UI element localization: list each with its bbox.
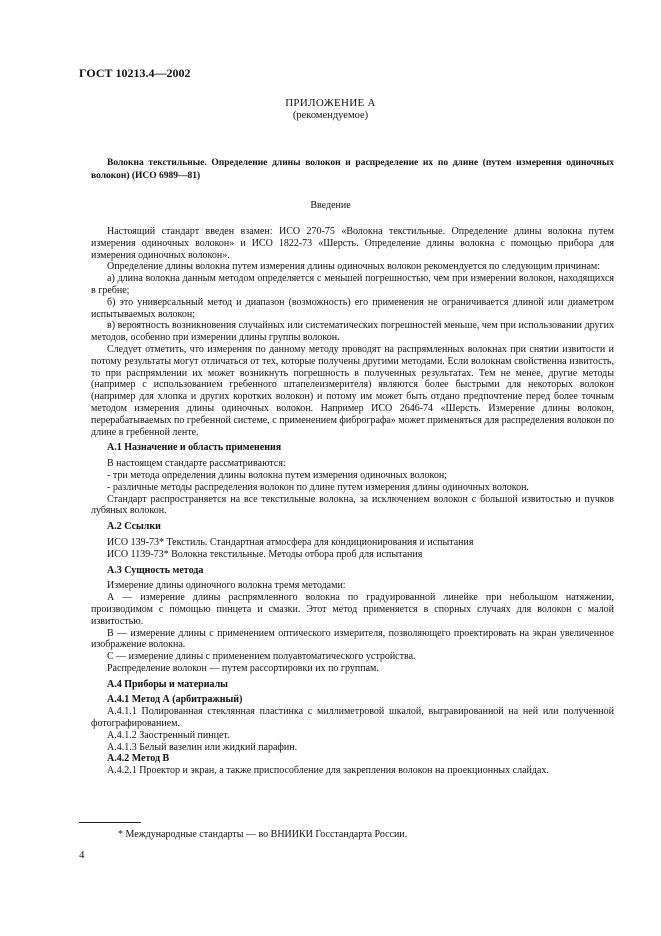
item-a411: А.4.1.1 Полированная стеклянная пластинка с миллиметровой шкалой, выгравированной на ней или полученной фотографированием. (91, 706, 614, 730)
reference-iso-1139: ИСО 1139-73* Волокна текстильные. Методы отбора проб для испытания (107, 548, 423, 560)
intro-item-b: б) это универсальный метод и диапазон (возможность) его применения не ограничивается длиной или диаметром испытываемых волокон; (91, 296, 614, 320)
section-a1-heading: А.1 Назначение и область применения (107, 442, 282, 454)
document-title: Волокна текстильные. Определение длины волокон и распределение их по длине (путем измерения одиночных волокон) (ИСО 6989—81) (91, 158, 614, 181)
section-a1-paragraph-1: В настоящем стандарте рассматриваются: (107, 458, 286, 470)
document-code-header: ГОСТ 10213.4—2002 (79, 66, 191, 80)
appendix-title: ПРИЛОЖЕНИЕ А (285, 97, 376, 109)
method-a-heading: А.4.1 Метод А (арбитражный) (107, 694, 243, 706)
section-a2-heading: А.2 Ссылки (107, 521, 161, 533)
intro-paragraph-1: Настоящий стандарт введен взамен: ИСО 270-75 «Волокна текстильные. Определение длины волокна путем измерения одиночных волокон» и ИСО 1822-73 «Шерсть. Определение длины волокна с помощью прибора для измерения одиночных волокон». (91, 226, 614, 261)
appendix-subtitle: (рекомендуемое) (292, 110, 369, 121)
intro-paragraph-3: Следует отметить, что измерения по данному методу проводят на распрямленных волокнах при снятии извитости и потому результаты могут отличаться от тех, которые получены другими методами. Если волокнам свойственна извитость, то при распрямлении их может возникнуть погрешность в полученных результатах. Тем не менее, другие методы (например с использованием гребенного штапелеизмерителя) являются более быстрыми для некоторых волокон (например для хлопка и других коротких волокон) и потому им может быть отдано предпочтение перед более точным методом измерения длины одиночных волокон. Например ИСО 2646-74 «Шерсть. Измерение длины волокон, перерабатываемых по гребенной системе, с применением фибрографа» может применяться для распределения волокон по длине в гребенной ленте. (91, 343, 614, 438)
section-a1-list-item-2: - различные методы распределения волокон по длине путем измерения длины одиночных волокон. (107, 481, 529, 493)
section-a4-heading: А.4 Приборы и материалы (107, 678, 228, 690)
page-number: 4 (79, 849, 85, 861)
method-c-description: С — измерение длины с применением полуавтоматического устройства. (107, 651, 416, 663)
method-b-description: В — измерение длины с применением оптического измерителя, позволяющего проектировать на экран увеличенное изображение волокна. (91, 627, 614, 651)
intro-heading: Введение (310, 200, 351, 211)
item-a413: А.4.1.3 Белый вазелин или жидкий парафин. (107, 741, 298, 753)
footnote: * Международные стандарты — во ВНИИКИ Госстандарта России. (118, 829, 408, 840)
section-a1-list-item-1: - три метода определения длины волокна путем измерения одиночных волокон; (107, 469, 447, 481)
method-b-heading: А.4.2 Метод В (107, 753, 170, 765)
reference-iso-139: ИСО 139-73* Текстиль. Стандартная атмосфера для кондиционирования и испытания (107, 536, 474, 548)
document-body (91, 226, 614, 777)
intro-item-a: а) длина волокна данным методом определяется с меньшей погрешностью, чем при измерении волокон, находящихся в гребне; (91, 273, 614, 296)
section-a3-paragraph-1: Измерение длины одиночного волокна тремя методами: (107, 580, 346, 592)
item-a412: А.4.1.2 Заостренный пинцет. (107, 729, 230, 741)
method-a-description: А — измерение длины распрямленного волокна по градуированной линейке при небольшом натяжении, производимом с помощью пинцета и смазки. Этот метод применяется в спорных случаях для волокон с малой извитостью. (91, 592, 614, 627)
section-a1-paragraph-2: Стандарт распространяется на все текстильные волокна, за исключением волокон с большой извитостью и пучков лубяных волокон. (91, 493, 614, 517)
distribution-description: Распределение волокон — путем рассортировки их по группам. (107, 662, 379, 674)
footnote-divider (79, 822, 141, 823)
intro-item-c: в) вероятность возникновения случайных или систематических погрешностей меньше, чем при использовании других методов, особенно при измерении длины группы волокон. (91, 320, 614, 344)
item-a421: А.4.2.1 Проектор и экран, а также приспособление для закрепления волокон на проекционных слайдах. (107, 765, 549, 777)
section-a3-heading: А.3 Сущность метода (107, 564, 204, 576)
intro-paragraph-2: Определение длины волокна путем измерения длины одиночных волокон рекомендуется по следующим причинам: (107, 261, 600, 273)
